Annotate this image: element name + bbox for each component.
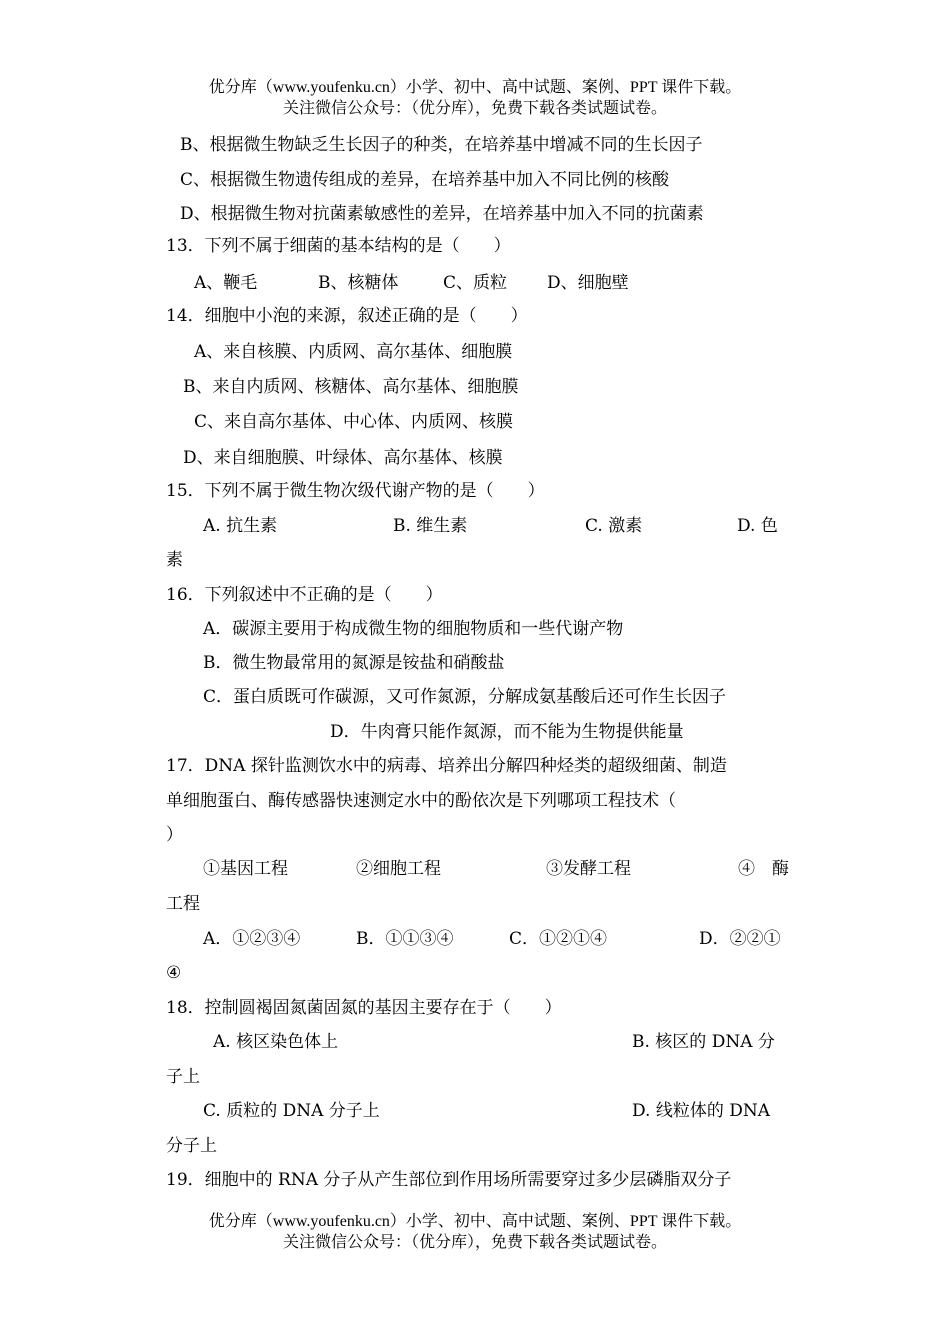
q13-option-d: D、细胞壁	[547, 273, 629, 293]
q16-option-d: D．牛肉膏只能作氮源，而不能为生物提供能量	[330, 722, 684, 742]
q15-option-b: B. 维生素	[393, 516, 468, 536]
q18-option-a: A. 核区染色体上	[213, 1032, 339, 1052]
q18-option-b-wrap: 子上	[166, 1067, 200, 1087]
q15-option-d: D. 色	[737, 516, 778, 536]
q13-option-a: A、鞭毛	[194, 273, 258, 293]
q18-option-b: B. 核区的 DNA 分	[632, 1032, 775, 1052]
header-line-1: 优分库（www.youfenku.cn）小学、初中、高中试题、案例、PPT 课件下载。	[208, 79, 742, 96]
footer-line-1: 优分库（www.youfenku.cn）小学、初中、高中试题、案例、PPT 课件下载。	[208, 1213, 742, 1230]
q16-option-a: A．碳源主要用于构成微生物的细胞物质和一些代谢产物	[203, 619, 624, 639]
q17-option-d-wrap: ④	[166, 963, 182, 983]
q13-option-b: B、核糖体	[318, 273, 399, 293]
q17-stem-line-2: 单细胞蛋白、酶传感器快速测定水中的酚依次是下列哪项工程技术（	[166, 791, 676, 811]
q19-stem: 19．细胞中的 RNA 分子从产生部位到作用场所需要穿过多少层磷脂双分子	[166, 1170, 732, 1190]
q14-stem: 14．细胞中小泡的来源，叙述正确的是（ ）	[166, 306, 528, 326]
q12-option-d: D、根据微生物对抗菌素敏感性的差异，在培养基中加入不同的抗菌素	[180, 204, 704, 224]
q15-option-c: C. 激素	[585, 516, 643, 536]
q15-stem: 15．下列不属于微生物次级代谢产物的是（ ）	[166, 481, 545, 501]
q15-option-d-wrap: 素	[166, 550, 183, 570]
q17-item-1: ①基因工程	[203, 859, 288, 879]
q16-stem: 16．下列叙述中不正确的是（ ）	[166, 585, 443, 605]
q15-option-a: A. 抗生素	[203, 516, 278, 536]
q13-stem: 13．下列不属于细菌的基本结构的是（ ）	[166, 236, 511, 256]
q14-option-c: C、来自高尔基体、中心体、内质网、核膜	[194, 412, 514, 432]
q18-option-d-wrap: 分子上	[166, 1136, 217, 1156]
q12-option-c: C、根据微生物遗传组成的差异，在培养基中加入不同比例的核酸	[180, 170, 670, 190]
q17-option-b: B．①①③④	[356, 929, 454, 949]
q13-option-c: C、质粒	[443, 273, 508, 293]
q17-stem-line-3: ）	[166, 825, 183, 845]
header-line-2: 关注微信公众号：（优分库），免费下载各类试题试卷。	[282, 100, 667, 117]
q17-stem-line-1: 17．DNA 探针监测饮水中的病毒、培养出分解四种烃类的超级细菌、制造	[166, 756, 727, 776]
q17-option-c: C．①②①④	[509, 929, 608, 949]
q17-option-a: A．①②③④	[203, 929, 301, 949]
q14-option-a: A、来自核膜、内质网、高尔基体、细胞膜	[194, 342, 513, 362]
q16-option-b: B．微生物最常用的氮源是铵盐和硝酸盐	[203, 653, 505, 673]
q17-option-d: D．②②①	[699, 929, 781, 949]
q12-option-b: B、根据微生物缺乏生长因子的种类，在培养基中增减不同的生长因子	[180, 135, 703, 155]
q18-stem: 18．控制圆褐固氮菌固氮的基因主要存在于（ ）	[166, 998, 562, 1018]
q16-option-c: C．蛋白质既可作碳源，又可作氮源，分解成氨基酸后还可作生长因子	[203, 687, 727, 707]
q17-item-2: ②细胞工程	[356, 859, 441, 879]
q18-option-c: C. 质粒的 DNA 分子上	[203, 1101, 380, 1121]
q14-option-d: D、来自细胞膜、叶绿体、高尔基体、核膜	[183, 448, 503, 468]
q17-item-3: ③发酵工程	[546, 859, 631, 879]
q17-item-4-wrap: 工程	[166, 894, 200, 914]
q17-item-4: ④ 酶	[738, 859, 789, 879]
footer-line-2: 关注微信公众号：（优分库），免费下载各类试题试卷。	[282, 1234, 667, 1251]
q18-option-d: D. 线粒体的 DNA	[632, 1101, 771, 1121]
q14-option-b: B、来自内质网、核糖体、高尔基体、细胞膜	[183, 377, 519, 397]
